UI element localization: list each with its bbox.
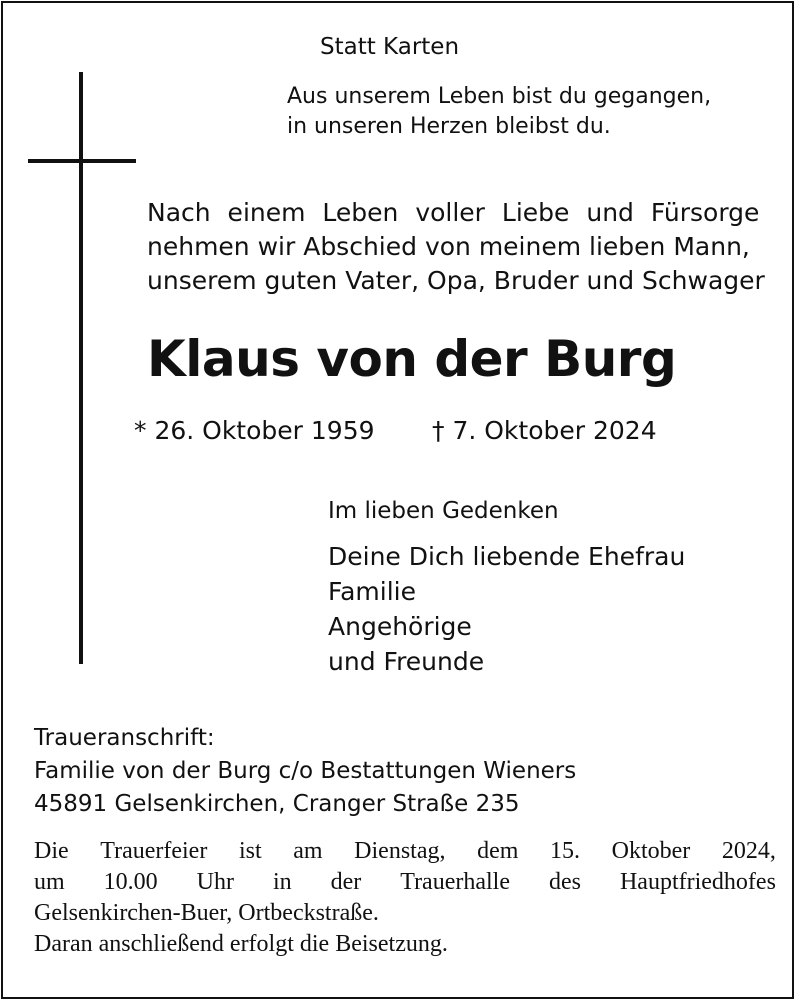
service-word: des	[548, 869, 581, 895]
service-word: 2024,	[721, 838, 776, 864]
mourner-line: Deine Dich liebende Ehefrau	[328, 542, 686, 571]
address-label: Traueranschrift:	[34, 725, 215, 751]
service-line-justified	[34, 836, 776, 867]
statt-karten-heading: Statt Karten	[320, 34, 460, 60]
service-word: in	[272, 869, 292, 895]
service-word: am	[293, 838, 323, 864]
address-line: 45891 Gelsenkirchen, Cranger Straße 235	[34, 791, 520, 817]
funeral-service-info	[34, 836, 776, 960]
service-word: um	[34, 869, 65, 895]
intro-text	[147, 196, 771, 298]
death-date: † 7. Oktober 2024	[432, 416, 657, 445]
service-line: Gelsenkirchen-Buer, Ortbeckstraße.	[34, 900, 379, 926]
service-word: Uhr	[196, 869, 234, 895]
intro-line: nehmen wir Abschied von meinem lieben Mann,	[147, 232, 750, 261]
service-word: der	[330, 869, 362, 895]
birth-date: * 26. Oktober 1959	[134, 416, 375, 445]
service-line: Daran anschließend erfolgt die Beisetzung.	[34, 931, 448, 957]
service-word: dem	[477, 838, 519, 864]
service-word: 10.00	[103, 869, 158, 895]
service-line-justified	[34, 867, 776, 898]
service-word: Oktober	[611, 838, 691, 864]
mourner-line: Familie	[328, 577, 416, 606]
service-word: Hauptfriedhofes	[619, 869, 776, 895]
service-word: Die	[34, 838, 69, 864]
service-word: 15.	[550, 838, 581, 864]
mourning-address	[34, 722, 576, 821]
service-word: Dienstag,	[354, 838, 446, 864]
deceased-name: Klaus von der Burg	[147, 330, 677, 388]
motto-line: in unseren Herzen bleibst du.	[287, 114, 611, 139]
service-word: Trauerfeier	[100, 838, 208, 864]
motto	[287, 82, 711, 142]
memory-line: Im lieben Gedenken	[328, 498, 559, 524]
service-word: Trauerhalle	[400, 869, 510, 895]
mourner-line: Angehörige	[328, 612, 472, 641]
mourner-line: und Freunde	[328, 647, 485, 676]
service-word: ist	[238, 838, 262, 864]
mourners-list	[328, 539, 685, 679]
intro-line: unserem guten Vater, Opa, Bruder und Schwager	[147, 266, 765, 295]
intro-line: Nach einem Leben voller Liebe und Fürsorge	[147, 198, 760, 227]
motto-line: Aus unserem Leben bist du gegangen,	[287, 84, 712, 109]
address-line: Familie von der Burg c/o Bestattungen Wieners	[34, 758, 577, 784]
cross-icon-horizontal-bar	[28, 159, 136, 163]
